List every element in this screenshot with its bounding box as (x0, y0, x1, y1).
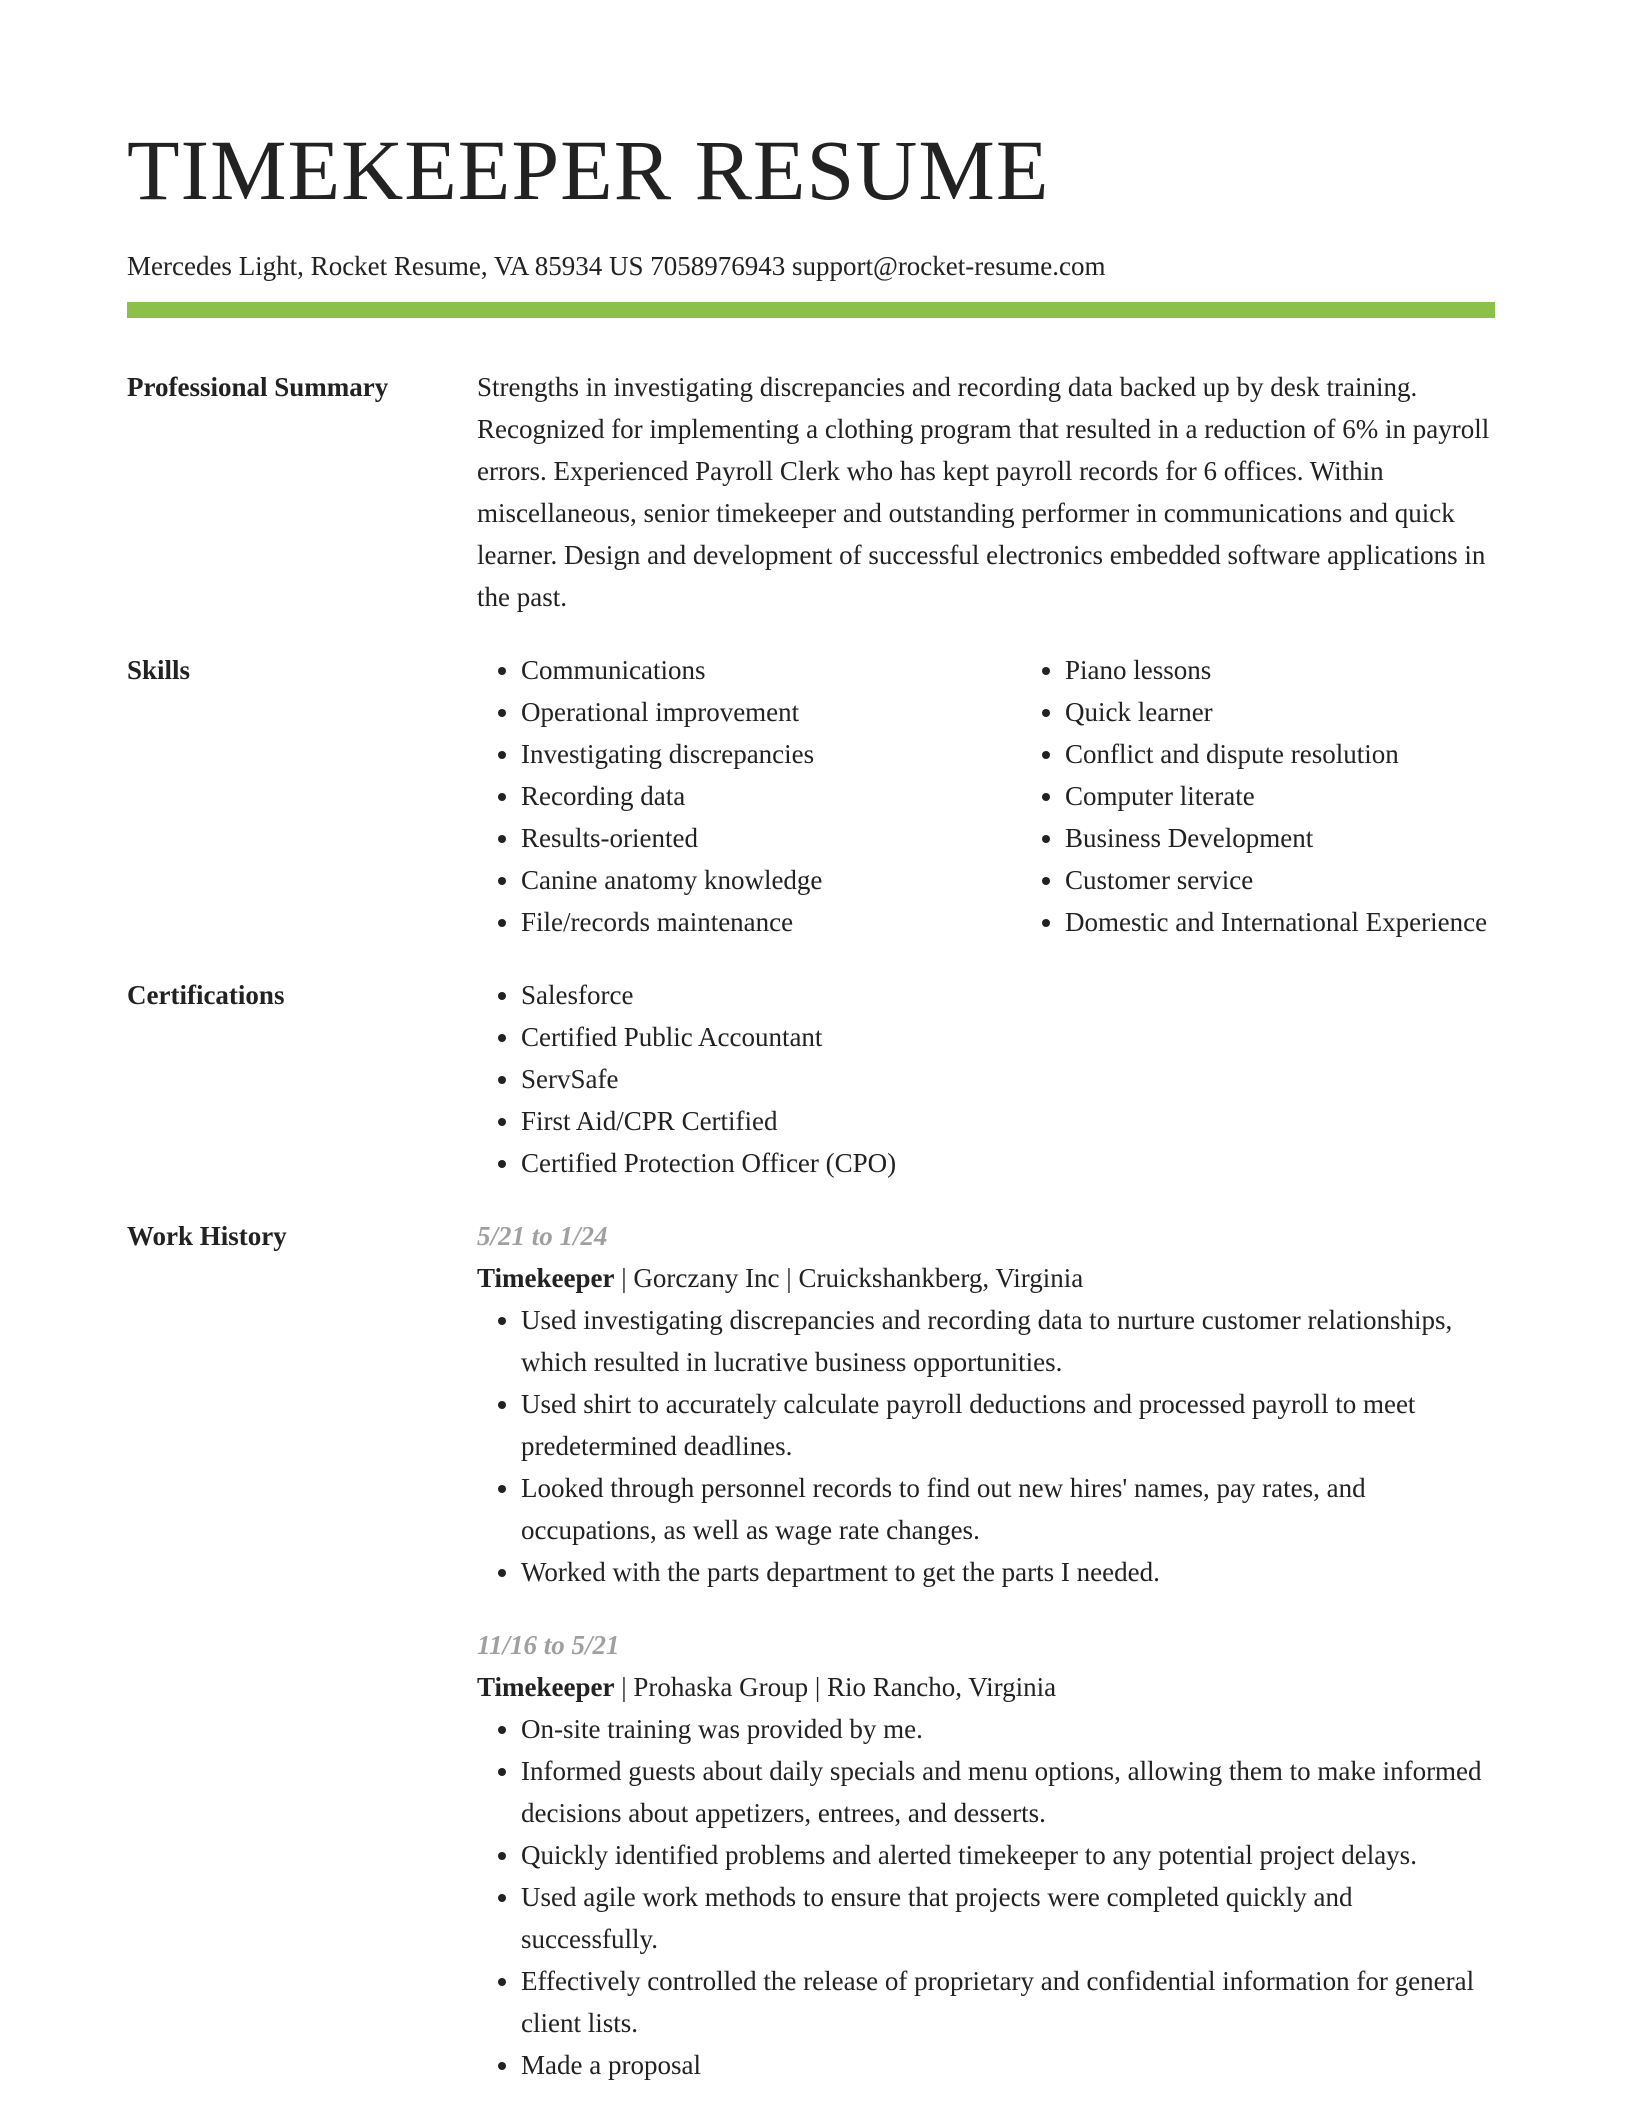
summary-text: Strengths in investigating discrepancies and recording data backed up by desk training. Recognized for implementing a clothing program that resulted in a reduction of 6% in payroll errors. Experienced Payroll Clerk who has kept payroll records for 6 offices. Within miscellaneous, senior timekeeper and outstanding performer in communications and quick learner. Design and development of successful electronics embedded software applications in the past. (477, 372, 1490, 612)
job-company-location: | Gorczany Inc | Cruickshankberg, Virginia (614, 1263, 1084, 1293)
section-heading-summary: Professional Summary (127, 372, 389, 402)
job-duty-item: • Effectively controlled the release of proprietary and confidential information for general client lists. (521, 1960, 1495, 2044)
job-company-location: | Prohaska Group | Rio Rancho, Virginia (614, 1672, 1057, 1702)
job-heading (477, 1666, 1495, 1708)
job-dates: 5/21 to 1/24 (477, 1221, 608, 1251)
job-duties-list (477, 1708, 1495, 2086)
skills-list-right (1021, 649, 1565, 943)
professional-summary-section (127, 366, 1495, 618)
skill-item: • Investigating discrepancies (521, 733, 1021, 775)
skill-item: • Operational improvement (521, 691, 1021, 733)
skill-item: • File/records maintenance (521, 901, 1021, 943)
work-history-body (477, 1215, 1495, 2086)
work-history-section (127, 1215, 1495, 2086)
job-duty-item: • Used shirt to accurately calculate payroll deductions and processed payroll to meet predetermined deadlines. (521, 1383, 1495, 1467)
skills-list-left (477, 649, 1021, 943)
job-entry (477, 1215, 1495, 1593)
skills-section (127, 649, 1495, 943)
job-duty-item: • Made a proposal (521, 2044, 1495, 2086)
skill-item: • Computer literate (1065, 775, 1565, 817)
skill-item: • Quick learner (1065, 691, 1565, 733)
job-duty-item: • On-site training was provided by me. (521, 1708, 1495, 1750)
certification-item: • Salesforce (521, 974, 1495, 1016)
skill-item: • Customer service (1065, 859, 1565, 901)
certification-item: • Certified Protection Officer (CPO) (521, 1142, 1495, 1184)
job-duty-item: • Worked with the parts department to get the parts I needed. (521, 1551, 1495, 1593)
certification-item: • ServSafe (521, 1058, 1495, 1100)
certifications-section (127, 974, 1495, 1184)
section-heading-certifications: Certifications (127, 980, 285, 1010)
job-dates: 11/16 to 5/21 (477, 1630, 620, 1660)
job-duty-item: • Used investigating discrepancies and recording data to nurture customer relationships, which resulted in lucrative business opportunities. (521, 1299, 1495, 1383)
skill-item: • Piano lessons (1065, 649, 1565, 691)
accent-divider (127, 302, 1495, 318)
certification-item: • Certified Public Accountant (521, 1016, 1495, 1058)
contact-line: Mercedes Light, Rocket Resume, VA 85934 US 7058976943 support@rocket-resume.com (127, 251, 1106, 281)
job-title: Timekeeper (477, 1263, 615, 1293)
skill-item: • Communications (521, 649, 1021, 691)
job-duty-item: • Informed guests about daily specials and menu options, allowing them to make informed decisions about appetizers, entrees, and desserts. (521, 1750, 1495, 1834)
skill-item: • Canine anatomy knowledge (521, 859, 1021, 901)
skill-item: • Domestic and International Experience (1065, 901, 1565, 943)
job-heading (477, 1257, 1495, 1299)
skills-columns (477, 649, 1565, 943)
section-heading-skills: Skills (127, 655, 191, 685)
resume-title: TIMEKEEPER RESUME (127, 122, 1050, 218)
job-entry (477, 1624, 1495, 2086)
certifications-body (477, 974, 1495, 1184)
job-title: Timekeeper (477, 1672, 615, 1702)
job-duty-item: • Quickly identified problems and alerted timekeeper to any potential project delays. (521, 1834, 1495, 1876)
job-duty-item: • Used agile work methods to ensure that projects were completed quickly and successfully. (521, 1876, 1495, 1960)
skill-item: • Conflict and dispute resolution (1065, 733, 1565, 775)
job-duties-list (477, 1299, 1495, 1593)
skill-item: • Business Development (1065, 817, 1565, 859)
skill-item: • Recording data (521, 775, 1021, 817)
certifications-list (477, 974, 1495, 1184)
section-heading-work-history: Work History (127, 1221, 287, 1251)
job-duty-item: • Looked through personnel records to find out new hires' names, pay rates, and occupations, as well as wage rate changes. (521, 1467, 1495, 1551)
certification-item: • First Aid/CPR Certified (521, 1100, 1495, 1142)
skill-item: • Results-oriented (521, 817, 1021, 859)
